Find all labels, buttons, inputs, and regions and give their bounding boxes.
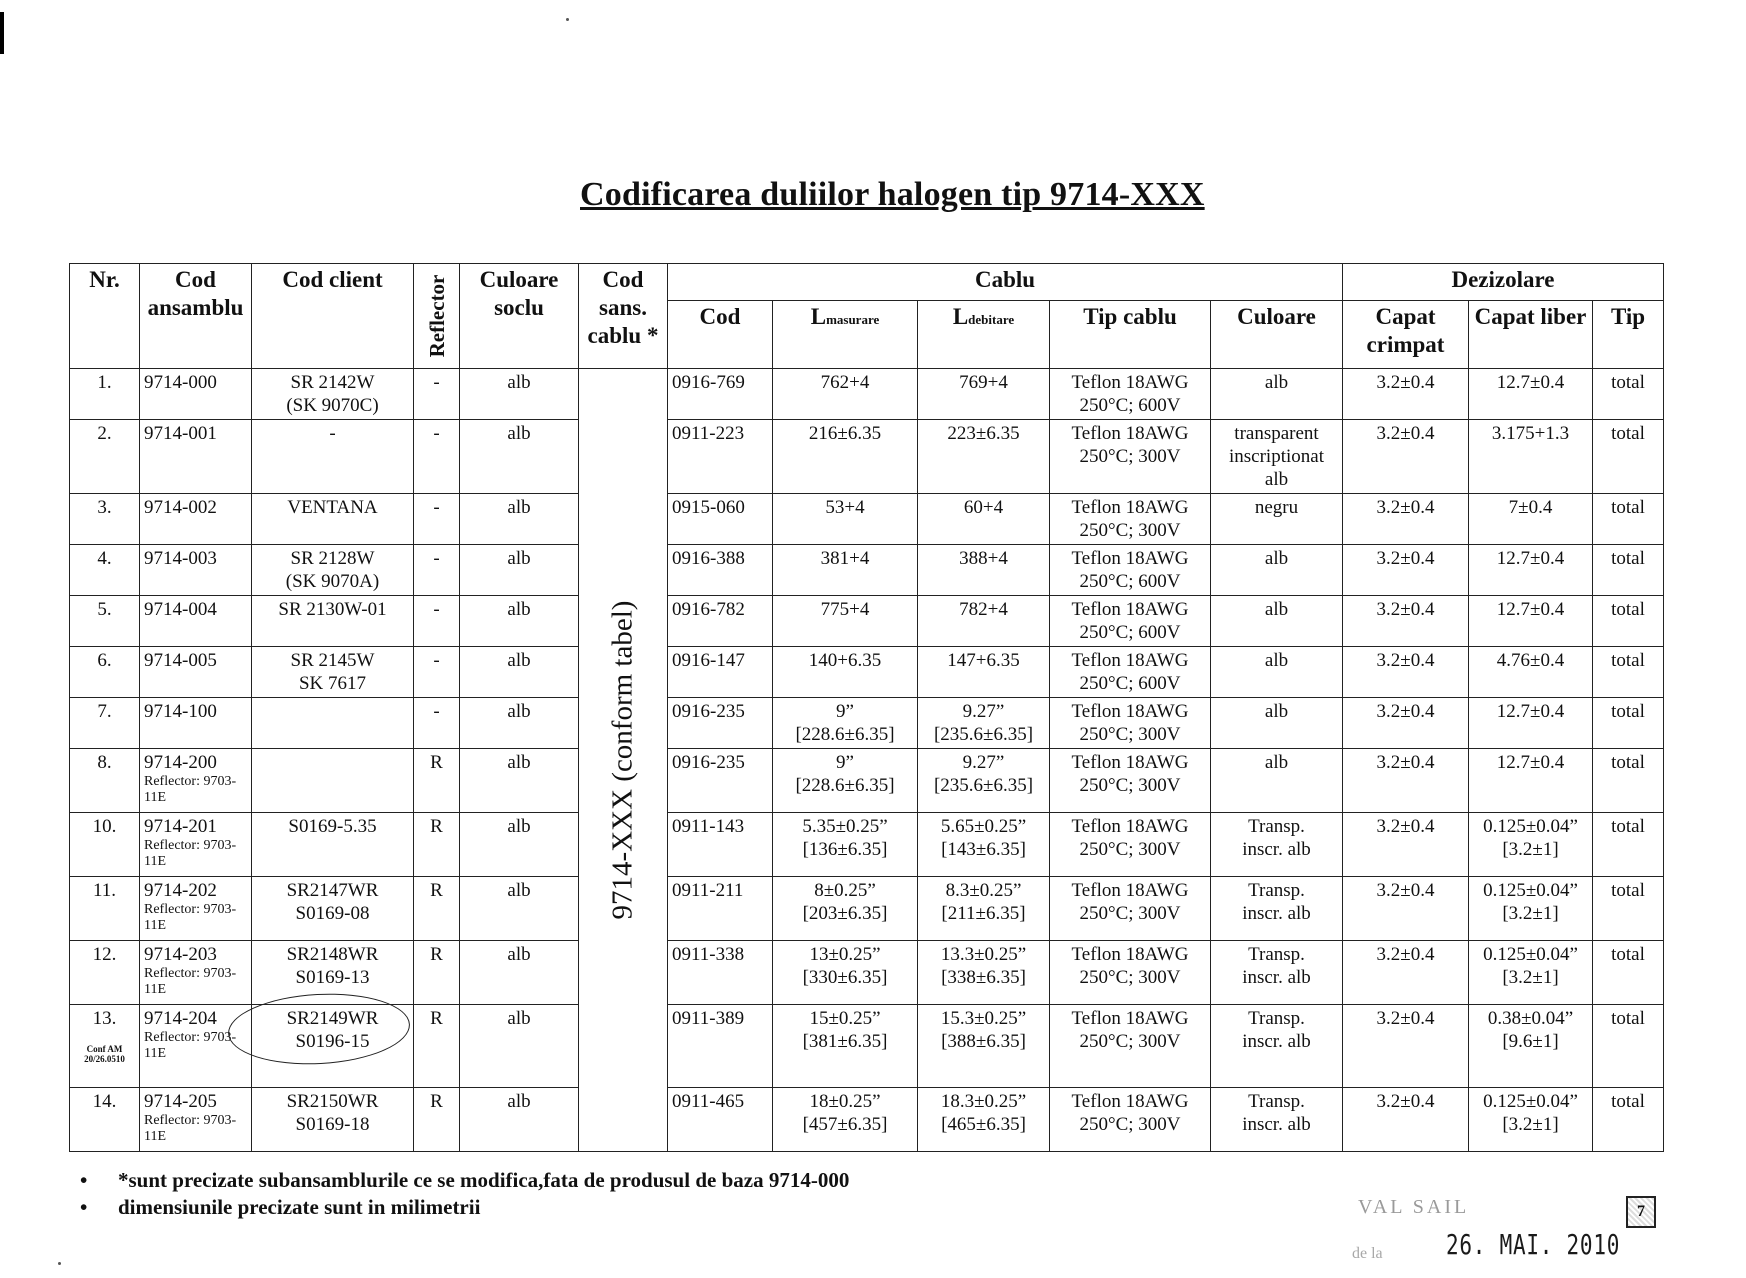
header-l-masurare: Lmasurare	[773, 300, 918, 368]
table-header	[70, 264, 1664, 369]
cell-capat-crimpat: 3.2±0.4	[1343, 545, 1469, 596]
cell-cod-ansamblu: 9714-202 Reflector: 9703-11E	[140, 877, 252, 941]
cell-culoare-soclu: alb	[460, 813, 579, 877]
cell-cod-ansamblu: 9714-201 Reflector: 9703-11E	[140, 813, 252, 877]
cell-tip: total	[1593, 1088, 1664, 1152]
cell-cod-client: -	[252, 420, 414, 494]
header-l-debitare: Ldebitare	[918, 300, 1050, 368]
faded-stamp-small: de la	[1352, 1245, 1383, 1262]
cell-l-debitare: 18.3±0.25” [465±6.35]	[918, 1088, 1050, 1152]
cell-capat-liber: 0.125±0.04” [3.2±1]	[1469, 1088, 1593, 1152]
cell-nr: 1.	[70, 369, 140, 420]
cell-cod-client	[252, 698, 414, 749]
cell-cod-ansamblu: 9714-001	[140, 420, 252, 494]
header-culoare-soclu: Culoare soclu	[460, 264, 579, 369]
cell-tip-cablu: Teflon 18AWG 250°C; 300V	[1050, 877, 1211, 941]
cell-cablu-cod: 0916-235	[668, 698, 773, 749]
cell-culoare-soclu: alb	[460, 545, 579, 596]
cell-cablu-cod: 0911-389	[668, 1005, 773, 1088]
cell-cablu-cod: 0916-235	[668, 749, 773, 813]
cell-tip-cablu: Teflon 18AWG 250°C; 600V	[1050, 369, 1211, 420]
cell-tip-cablu: Teflon 18AWG 250°C; 300V	[1050, 749, 1211, 813]
cell-cablu-cod: 0911-143	[668, 813, 773, 877]
footnote-item: • *sunt precizate subansamblurile ce se modifica,fata de produsul de baza 9714-000	[80, 1168, 850, 1192]
cell-culoare-soclu: alb	[460, 420, 579, 494]
scan-speck	[566, 18, 569, 21]
cell-cod-ansamblu: 9714-003	[140, 545, 252, 596]
cell-tip-cablu: Teflon 18AWG 250°C; 600V	[1050, 596, 1211, 647]
cell-cod-client: SR2147WR S0169-08	[252, 877, 414, 941]
cell-cod-ansamblu: 9714-002	[140, 494, 252, 545]
cell-cablu-cod: 0915-060	[668, 494, 773, 545]
cell-tip-cablu: Teflon 18AWG 250°C; 300V	[1050, 1088, 1211, 1152]
cell-cod-client: SR 2145W SK 7617	[252, 647, 414, 698]
header-tip: Tip	[1593, 300, 1664, 368]
cell-cod-client: SR2148WR S0169-13	[252, 941, 414, 1005]
cell-capat-crimpat: 3.2±0.4	[1343, 420, 1469, 494]
cell-cablu-cod: 0911-223	[668, 420, 773, 494]
cell-capat-liber: 0.125±0.04” [3.2±1]	[1469, 941, 1593, 1005]
cell-cablu-cod: 0916-782	[668, 596, 773, 647]
cell-cod-client: SR 2142W (SK 9070C)	[252, 369, 414, 420]
cell-nr: 2.	[70, 420, 140, 494]
table-row	[70, 494, 1664, 545]
cell-l-debitare: 8.3±0.25” [211±6.35]	[918, 877, 1050, 941]
header-reflector: Reflector	[414, 264, 460, 369]
cell-tip: total	[1593, 494, 1664, 545]
cell-culoare: alb	[1211, 698, 1343, 749]
cell-cod-client: SR 2128W (SK 9070A)	[252, 545, 414, 596]
cell-l-masurare: 775+4	[773, 596, 918, 647]
header-tip-cablu: Tip cablu	[1050, 300, 1211, 368]
cell-capat-crimpat: 3.2±0.4	[1343, 647, 1469, 698]
cell-reflector: R	[414, 877, 460, 941]
cell-culoare: alb	[1211, 647, 1343, 698]
cell-capat-crimpat: 3.2±0.4	[1343, 749, 1469, 813]
cell-culoare-soclu: alb	[460, 1088, 579, 1152]
cell-l-debitare: 15.3±0.25” [388±6.35]	[918, 1005, 1050, 1088]
cell-capat-liber: 3.175+1.3	[1469, 420, 1593, 494]
cell-l-masurare: 140+6.35	[773, 647, 918, 698]
cell-capat-crimpat: 3.2±0.4	[1343, 698, 1469, 749]
cell-nr: 5.	[70, 596, 140, 647]
page-number: 7	[1626, 1196, 1656, 1228]
cell-l-masurare: 9” [228.6±6.35]	[773, 749, 918, 813]
header-cod-client: Cod client	[252, 264, 414, 369]
cell-capat-crimpat: 3.2±0.4	[1343, 1005, 1469, 1088]
cell-tip: total	[1593, 1005, 1664, 1088]
cell-tip: total	[1593, 698, 1664, 749]
cell-nr: 8.	[70, 749, 140, 813]
cell-cod-ansamblu: 9714-205 Reflector: 9703-11E	[140, 1088, 252, 1152]
cell-capat-crimpat: 3.2±0.4	[1343, 1088, 1469, 1152]
cell-tip-cablu: Teflon 18AWG 250°C; 300V	[1050, 941, 1211, 1005]
cell-culoare-soclu: alb	[460, 494, 579, 545]
header-cod: Cod	[668, 300, 773, 368]
footnote-item: • dimensiunile precizate sunt in milimetrii	[80, 1195, 481, 1219]
cell-tip-cablu: Teflon 18AWG 250°C; 300V	[1050, 494, 1211, 545]
header-capat-crimpat: Capat crimpat	[1343, 300, 1469, 368]
cell-cod-client: SR 2130W-01	[252, 596, 414, 647]
cell-capat-liber: 12.7±0.4	[1469, 749, 1593, 813]
table-row	[70, 813, 1664, 877]
cell-cod-sans-merged: 9714-XXX (conform tabel)	[579, 369, 668, 1152]
cell-capat-crimpat: 3.2±0.4	[1343, 494, 1469, 545]
cell-nr: 4.	[70, 545, 140, 596]
cell-cod-client	[252, 749, 414, 813]
header-culoare: Culoare	[1211, 300, 1343, 368]
cell-nr: 10.	[70, 813, 140, 877]
table-row	[70, 647, 1664, 698]
cell-reflector: -	[414, 647, 460, 698]
cell-capat-liber: 12.7±0.4	[1469, 545, 1593, 596]
cell-culoare: Transp. inscr. alb	[1211, 813, 1343, 877]
cell-l-debitare: 60+4	[918, 494, 1050, 545]
cell-capat-liber: 7±0.4	[1469, 494, 1593, 545]
table-row	[70, 698, 1664, 749]
cell-l-debitare: 769+4	[918, 369, 1050, 420]
cell-capat-crimpat: 3.2±0.4	[1343, 596, 1469, 647]
table-row	[70, 749, 1664, 813]
cell-cablu-cod: 0911-465	[668, 1088, 773, 1152]
cell-reflector: -	[414, 545, 460, 596]
cell-tip-cablu: Teflon 18AWG 250°C; 300V	[1050, 813, 1211, 877]
cell-reflector: R	[414, 813, 460, 877]
cell-tip: total	[1593, 877, 1664, 941]
cell-capat-crimpat: 3.2±0.4	[1343, 813, 1469, 877]
cell-culoare: alb	[1211, 369, 1343, 420]
scan-speck	[58, 1262, 61, 1265]
cell-reflector: R	[414, 1088, 460, 1152]
cell-l-masurare: 762+4	[773, 369, 918, 420]
cell-culoare-soclu: alb	[460, 596, 579, 647]
cell-capat-crimpat: 3.2±0.4	[1343, 941, 1469, 1005]
cell-reflector: R	[414, 941, 460, 1005]
cell-l-masurare: 53+4	[773, 494, 918, 545]
cell-l-masurare: 381+4	[773, 545, 918, 596]
cell-culoare-soclu: alb	[460, 941, 579, 1005]
cell-capat-liber: 0.125±0.04” [3.2±1]	[1469, 877, 1593, 941]
cell-tip: total	[1593, 596, 1664, 647]
footnotes	[80, 1167, 849, 1221]
table-row	[70, 420, 1664, 494]
cell-culoare: Transp. inscr. alb	[1211, 877, 1343, 941]
cell-cod-ansamblu: 9714-204 Reflector: 9703-11E	[140, 1005, 252, 1088]
cell-capat-crimpat: 3.2±0.4	[1343, 369, 1469, 420]
cell-l-debitare: 782+4	[918, 596, 1050, 647]
cell-l-debitare: 5.65±0.25” [143±6.35]	[918, 813, 1050, 877]
cell-reflector: -	[414, 596, 460, 647]
cell-l-debitare: 223±6.35	[918, 420, 1050, 494]
cell-reflector: R	[414, 749, 460, 813]
faded-stamp: VAL SAIL	[1358, 1196, 1470, 1218]
header-cod-sans-cablu: Cod sans. cablu *	[579, 264, 668, 369]
cell-tip-cablu: Teflon 18AWG 250°C; 600V	[1050, 647, 1211, 698]
header-cablu: Cablu	[668, 264, 1343, 301]
cell-nr: 7.	[70, 698, 140, 749]
cell-cod-client: SR2150WR S0169-18	[252, 1088, 414, 1152]
cell-culoare: alb	[1211, 545, 1343, 596]
cell-culoare: alb	[1211, 749, 1343, 813]
header-capat-liber: Capat liber	[1469, 300, 1593, 368]
cell-culoare-soclu: alb	[460, 749, 579, 813]
cell-nr: 11.	[70, 877, 140, 941]
table-row	[70, 545, 1664, 596]
cell-l-masurare: 8±0.25” [203±6.35]	[773, 877, 918, 941]
cell-cablu-cod: 0911-211	[668, 877, 773, 941]
cell-cod-ansamblu: 9714-004	[140, 596, 252, 647]
cell-capat-liber: 12.7±0.4	[1469, 698, 1593, 749]
cell-tip: total	[1593, 749, 1664, 813]
cell-tip: total	[1593, 420, 1664, 494]
conf-note: Conf AM 20/26.0510	[84, 1044, 125, 1064]
cell-culoare: transparent inscriptionat alb	[1211, 420, 1343, 494]
cell-tip: total	[1593, 647, 1664, 698]
cell-tip-cablu: Teflon 18AWG 250°C; 600V	[1050, 545, 1211, 596]
cell-culoare: Transp. inscr. alb	[1211, 1005, 1343, 1088]
cell-nr: 14.	[70, 1088, 140, 1152]
cell-tip: total	[1593, 369, 1664, 420]
cell-nr: 3.	[70, 494, 140, 545]
cell-culoare: alb	[1211, 596, 1343, 647]
cell-capat-liber: 0.125±0.04” [3.2±1]	[1469, 813, 1593, 877]
cell-culoare-soclu: alb	[460, 877, 579, 941]
cell-cod-client: SR2149WR S0196-15	[252, 1005, 414, 1088]
cell-l-masurare: 15±0.25” [381±6.35]	[773, 1005, 918, 1088]
cell-cod-ansamblu: 9714-203 Reflector: 9703-11E	[140, 941, 252, 1005]
cell-cod-client: S0169-5.35	[252, 813, 414, 877]
cell-cod-ansamblu: 9714-100	[140, 698, 252, 749]
cell-cod-ansamblu: 9714-000	[140, 369, 252, 420]
table-row	[70, 369, 1664, 420]
table-row	[70, 1088, 1664, 1152]
cell-l-masurare: 18±0.25” [457±6.35]	[773, 1088, 918, 1152]
cell-reflector: -	[414, 698, 460, 749]
cell-cod-ansamblu: 9714-200 Reflector: 9703-11E	[140, 749, 252, 813]
cell-l-debitare: 388+4	[918, 545, 1050, 596]
cell-capat-liber: 12.7±0.4	[1469, 596, 1593, 647]
cell-cablu-cod: 0916-147	[668, 647, 773, 698]
header-dezizolare: Dezizolare	[1343, 264, 1664, 301]
cell-l-debitare: 9.27” [235.6±6.35]	[918, 698, 1050, 749]
table-row	[70, 877, 1664, 941]
cell-reflector: R	[414, 1005, 460, 1088]
cell-l-masurare: 216±6.35	[773, 420, 918, 494]
cell-culoare-soclu: alb	[460, 369, 579, 420]
cell-tip-cablu: Teflon 18AWG 250°C; 300V	[1050, 420, 1211, 494]
cell-cablu-cod: 0911-338	[668, 941, 773, 1005]
cell-l-masurare: 9” [228.6±6.35]	[773, 698, 918, 749]
cell-capat-liber: 4.76±0.4	[1469, 647, 1593, 698]
cell-culoare-soclu: alb	[460, 647, 579, 698]
cell-reflector: -	[414, 494, 460, 545]
cell-culoare: negru	[1211, 494, 1343, 545]
date-stamp: 26. MAI. 2010	[1446, 1228, 1621, 1261]
scan-edge-mark	[0, 12, 4, 54]
cell-capat-liber: 12.7±0.4	[1469, 369, 1593, 420]
cell-tip: total	[1593, 545, 1664, 596]
cell-capat-crimpat: 3.2±0.4	[1343, 877, 1469, 941]
header-nr: Nr.	[70, 264, 140, 369]
cell-cablu-cod: 0916-769	[668, 369, 773, 420]
cell-cablu-cod: 0916-388	[668, 545, 773, 596]
cell-tip: total	[1593, 941, 1664, 1005]
page-title: Codificarea duliilor halogen tip 9714-XXX	[580, 176, 1205, 213]
cell-capat-liber: 0.38±0.04” [9.6±1]	[1469, 1005, 1593, 1088]
cell-l-debitare: 13.3±0.25” [338±6.35]	[918, 941, 1050, 1005]
cell-cod-client: VENTANA	[252, 494, 414, 545]
cell-l-debitare: 147+6.35	[918, 647, 1050, 698]
cell-reflector: -	[414, 369, 460, 420]
cell-cod-ansamblu: 9714-005	[140, 647, 252, 698]
cell-reflector: -	[414, 420, 460, 494]
cell-nr: 6.	[70, 647, 140, 698]
cell-tip-cablu: Teflon 18AWG 250°C; 300V	[1050, 1005, 1211, 1088]
cell-l-debitare: 9.27” [235.6±6.35]	[918, 749, 1050, 813]
cell-nr: 13. Conf AM 20/26.0510	[70, 1005, 140, 1088]
cell-culoare-soclu: alb	[460, 1005, 579, 1088]
cell-culoare-soclu: alb	[460, 698, 579, 749]
cell-l-masurare: 13±0.25” [330±6.35]	[773, 941, 918, 1005]
header-cod-ansamblu: Cod ansamblu	[140, 264, 252, 369]
cell-tip-cablu: Teflon 18AWG 250°C; 300V	[1050, 698, 1211, 749]
cell-tip: total	[1593, 813, 1664, 877]
cell-nr: 12.	[70, 941, 140, 1005]
table-row	[70, 596, 1664, 647]
cell-l-masurare: 5.35±0.25” [136±6.35]	[773, 813, 918, 877]
cell-culoare: Transp. inscr. alb	[1211, 1088, 1343, 1152]
cell-culoare: Transp. inscr. alb	[1211, 941, 1343, 1005]
